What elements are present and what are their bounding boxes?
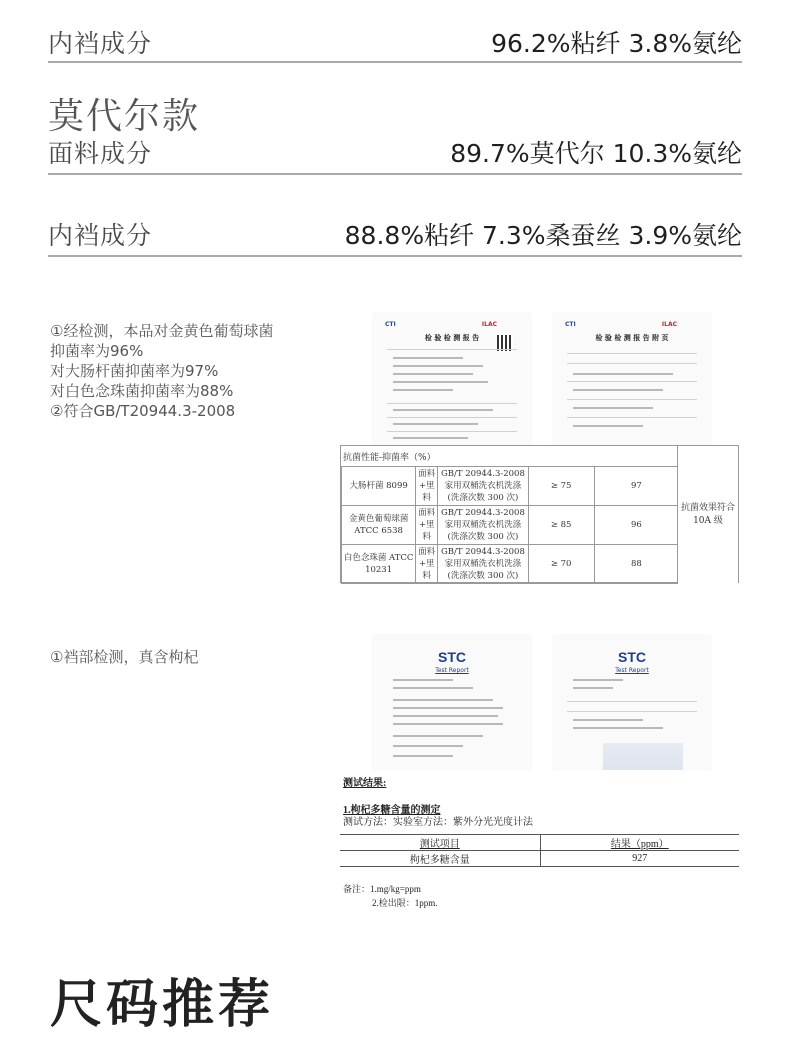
cma-logo: ILAC xyxy=(481,321,497,328)
section-title: 莫代尔款 xyxy=(48,96,201,137)
method-cell: GB/T 20944.3-2008 家用双桶洗衣机洗涤 (洗涤次数 300 次) xyxy=(438,467,528,506)
table-row xyxy=(342,506,679,545)
cma-logo: ILAC xyxy=(661,321,677,328)
test-report-image xyxy=(373,313,531,448)
remark: 备注：1.mg/kg=ppm xyxy=(343,884,421,894)
table-heading: 测试结果: xyxy=(343,778,387,789)
table-subheading: 1.枸杞多糖含量的测定 xyxy=(343,805,441,816)
note-line: ②符合GB/T20944.3-2008 xyxy=(50,402,236,420)
stc-report-image xyxy=(373,635,531,775)
requirement-cell: ≥ 70 xyxy=(528,545,594,584)
column-header: 测试项目 xyxy=(340,835,540,851)
note-line: 抑菌率为96% xyxy=(50,342,144,360)
method-cell: GB/T 20944.3-2008 家用双桶洗衣机洗涤 (洗涤次数 300 次) xyxy=(438,506,528,545)
antibacterial-note xyxy=(50,321,273,421)
row-value: 96.2%粘纤 3.8%氨纶 xyxy=(491,29,742,58)
table-row xyxy=(342,545,679,584)
sample-cell: 面料+里料 xyxy=(416,467,438,506)
lining-composition-row-1 xyxy=(48,24,742,60)
row-value: 88.8%粘纤 7.3%桑蚕丝 3.9%氨纶 xyxy=(344,221,742,250)
table-header-row xyxy=(340,835,739,851)
result-cell: 88 xyxy=(594,545,678,584)
result-cell: 927 xyxy=(540,851,739,867)
conclusion-cell: 抗菌效果符合 10A 级 xyxy=(677,446,738,584)
report-subtitle: Test Report xyxy=(615,667,649,674)
stc-logo: STC xyxy=(618,649,646,665)
size-recommendation-title: 尺码推荐 xyxy=(50,975,275,1035)
divider xyxy=(48,61,742,63)
requirement-cell: ≥ 75 xyxy=(528,467,594,506)
remark: 2.检出限：1ppm. xyxy=(372,898,438,908)
sample-cell: 面料+里料 xyxy=(416,506,438,545)
lycium-note xyxy=(50,647,198,667)
lining-composition-row-2 xyxy=(48,216,742,252)
lab-logo: CTI xyxy=(565,321,576,328)
strain-cell: 大肠杆菌 8099 xyxy=(342,467,416,506)
method-cell: GB/T 20944.3-2008 家用双桶洗衣机洗涤 (洗涤次数 300 次) xyxy=(438,545,528,584)
test-report-appendix-image xyxy=(553,313,711,448)
antibacterial-table xyxy=(340,445,739,583)
stc-logo: STC xyxy=(438,649,466,665)
strain-cell: 白色念珠菌 ATCC 10231 xyxy=(342,545,416,584)
note-line: ①经检测，本品对金黄色葡萄球菌 xyxy=(50,322,274,340)
strain-cell: 金黄色葡萄球菌 ATCC 6538 xyxy=(342,506,416,545)
report-title: 检 验 检 测 报 告 附 页 xyxy=(595,333,669,342)
column-header: 结果（ppm） xyxy=(540,835,739,851)
note-line: ①裆部检测，真含枸杞 xyxy=(50,648,199,666)
stc-report-photo-image xyxy=(553,635,711,775)
divider xyxy=(48,173,742,175)
note-line: 对白色念珠菌抑菌率为88% xyxy=(50,382,234,400)
divider xyxy=(48,255,742,257)
report-subtitle: Test Report xyxy=(435,667,469,674)
item-cell: 枸杞多糖含量 xyxy=(340,851,540,867)
report-title: 检 验 检 测 报 告 xyxy=(424,333,480,342)
test-method: 测试方法：实验室方法：紫外分光光度计法 xyxy=(343,817,533,828)
row-label: 内裆成分 xyxy=(48,221,153,250)
row-label: 面料成分 xyxy=(48,139,153,168)
result-cell: 96 xyxy=(594,506,678,545)
note-line: 对大肠杆菌抑菌率为97% xyxy=(50,362,219,380)
sample-cell: 面料+里料 xyxy=(416,545,438,584)
row-value: 89.7%莫代尔 10.3%氨纶 xyxy=(450,139,742,168)
row-label: 内裆成分 xyxy=(48,29,153,58)
table-caption: 抗菌性能-抑菌率（%） xyxy=(343,453,436,463)
lab-logo: CTI xyxy=(385,321,396,328)
table-row xyxy=(342,467,679,506)
result-cell: 97 xyxy=(594,467,678,506)
requirement-cell: ≥ 85 xyxy=(528,506,594,545)
lycium-test-table xyxy=(340,770,739,908)
table-row xyxy=(340,851,739,867)
fabric-composition-row xyxy=(48,134,742,170)
